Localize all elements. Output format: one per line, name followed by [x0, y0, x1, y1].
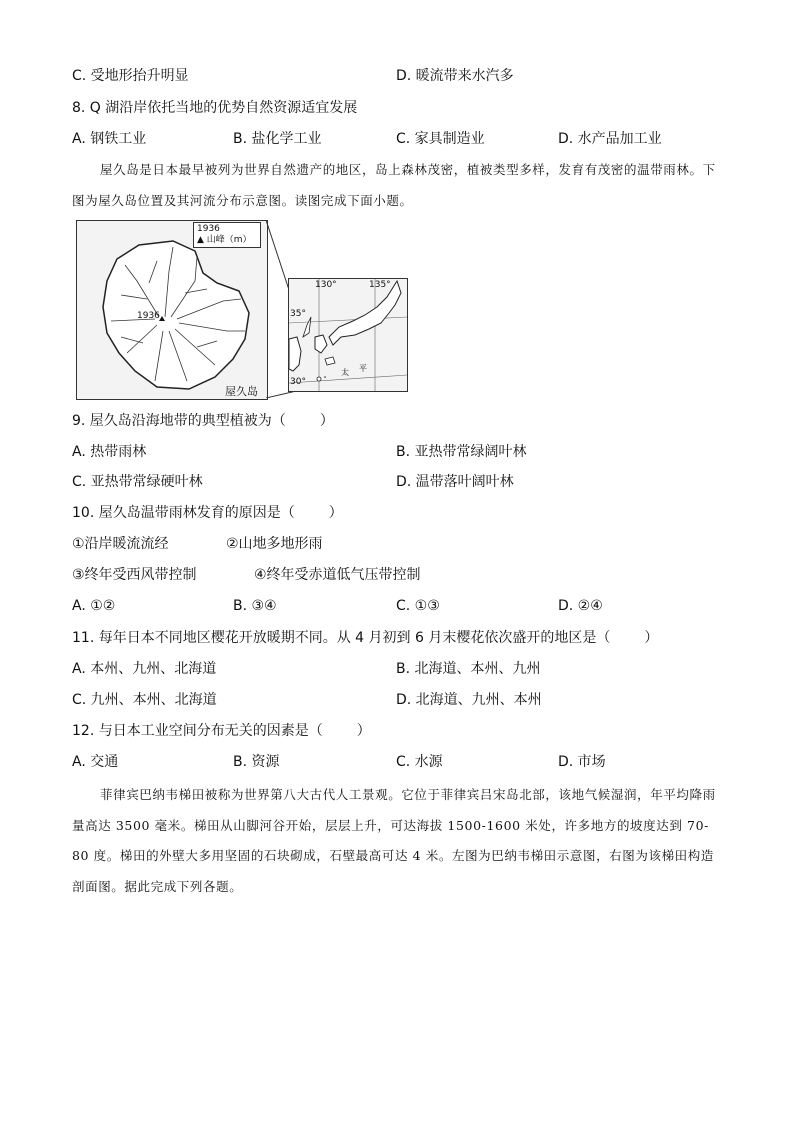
q10-item-1: ①沿岸暖流流经: [72, 536, 169, 552]
japan-location-map: [288, 278, 408, 392]
q9-stem-end: ）: [319, 413, 334, 429]
q7-option-d: D. 暖流带来水汽多: [396, 68, 514, 84]
q10-option-c: C. ①③: [396, 598, 440, 614]
q9-stem-text: 9. 屋久岛沿海地带的典型植被为（: [72, 413, 286, 429]
q10-stem-end: ）: [328, 505, 343, 521]
q12-option-d: D. 市场: [558, 754, 606, 770]
q12-option-a: A. 交通: [72, 754, 119, 770]
q11-stem-text: 11. 每年日本不同地区樱花开放暖期不同。从 4 月初到 6 月末樱花依次盛开的地区是（: [72, 630, 611, 646]
map-legend: [193, 222, 261, 248]
q10-item-2: ②山地多地形雨: [226, 536, 323, 552]
q11-stem-end: ）: [644, 630, 659, 646]
longitude-135-label: 135°: [369, 280, 391, 290]
q7-option-c: C. 受地形抬升明显: [72, 68, 189, 84]
q9-stem: [72, 412, 334, 430]
passage-banaue-text: 菲律宾巴纳韦梯田被称为世界第八大古代人工景观。它位于菲律宾吕宋岛北部，该地气候湿润，年平均降雨量高达 3500 毫米。梯田从山脚河谷开始，层层上升，可达海拔 1500-1600 米处，许多地方的坡度达到 70-80 度。梯田的外壁大多用坚固的石块砌成，石壁最高可达 4 米。左图为巴纳韦梯田示意图，右图为该梯田构造剖面图。据此完成下列各题。: [72, 787, 716, 894]
legend-elevation: 1936: [197, 224, 220, 234]
q12-stem-text: 12. 与日本工业空间分布无关的因素是（: [72, 723, 323, 739]
q10-option-d: D. ②④: [558, 598, 603, 614]
q10-option-a: A. ①②: [72, 598, 116, 614]
q8-option-a: A. 钢铁工业: [72, 131, 147, 147]
q12-option-c: C. 水源: [396, 754, 443, 770]
q12-stem-end: ）: [356, 723, 371, 739]
q11-option-c: C. 九州、本州、北海道: [72, 692, 217, 708]
q10-item-4: ④终年受赤道低气压带控制: [254, 567, 421, 583]
q9-option-b: B. 亚热带常绿阔叶林: [396, 444, 527, 460]
passage-banaue-terraces: [72, 780, 720, 902]
yakushima-river-map: [76, 220, 268, 400]
q12-option-b: B. 资源: [233, 754, 280, 770]
q11-stem: [72, 629, 658, 647]
latitude-30-label: 30°: [290, 377, 306, 387]
q9-option-a: A. 热带雨林: [72, 444, 147, 460]
legend-peak-label: ▲ 山峰（m）: [197, 235, 252, 245]
q8-option-c: C. 家具制造业: [396, 131, 485, 147]
q10-stem-text: 10. 屋久岛温带雨林发育的原因是（: [72, 505, 295, 521]
peak-elevation-label: 1936: [137, 311, 160, 321]
island-name-label: 屋久岛: [225, 385, 258, 398]
passage-yakushima-text: 屋久岛是日本最早被列为世界自然遗产的地区，岛上森林茂密，植被类型多样，发育有茂密的温带雨林。下图为屋久岛位置及其河流分布示意图。读图完成下面小题。: [72, 162, 716, 208]
q10-option-b: B. ③④: [233, 598, 277, 614]
q8-stem: 8. Q 湖沿岸依托当地的优势自然资源适宜发展: [72, 100, 358, 116]
q8-option-b: B. 盐化学工业: [233, 131, 322, 147]
q11-option-a: A. 本州、九州、北海道: [72, 661, 217, 677]
longitude-130-label: 130°: [315, 280, 337, 290]
q9-option-c: C. 亚热带常绿硬叶林: [72, 474, 203, 490]
q12-stem: [72, 722, 371, 740]
ocean-label-1: 太: [341, 368, 349, 377]
q10-stem: [72, 504, 343, 522]
passage-yakushima: [72, 155, 720, 216]
q11-option-b: B. 北海道、本州、九州: [396, 661, 541, 677]
q10-item-3: ③终年受西风带控制: [72, 567, 197, 583]
q11-option-d: D. 北海道、九州、本州: [396, 692, 542, 708]
q8-option-d: D. 水产品加工业: [558, 131, 662, 147]
ocean-label-2: 平: [359, 364, 367, 373]
q9-option-d: D. 温带落叶阔叶林: [396, 474, 514, 490]
latitude-35-label: 35°: [290, 309, 306, 319]
